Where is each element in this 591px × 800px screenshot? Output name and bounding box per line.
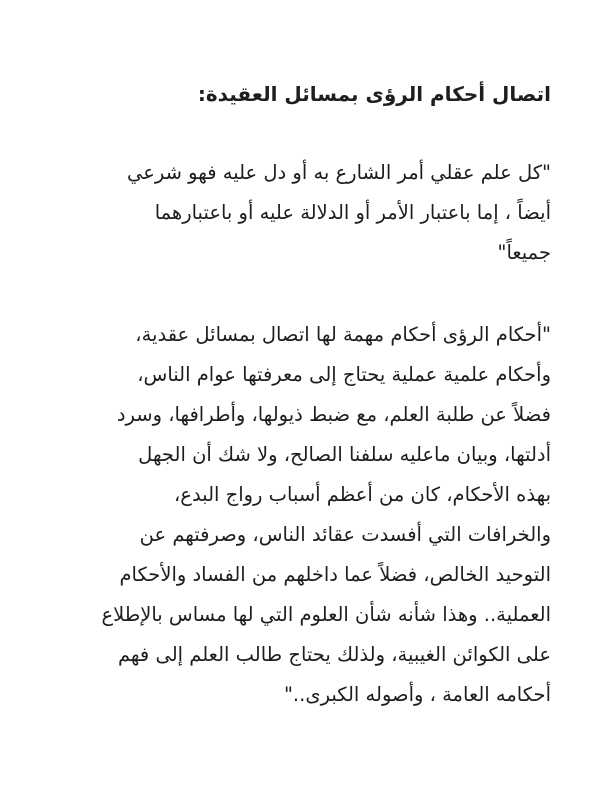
paragraph-line: جميعاً" [497,241,551,264]
paragraph-line: والخرافات التي أفسدت عقائد الناس، وصرفتهم عن [139,523,551,546]
paragraph-line: العملية.. وهذا شأنه شأن العلوم التي لها مساس بالإطلاع [101,603,551,626]
paragraph-line: "كل علم عقلي أمر الشارع به أو دل عليه فهو شرعي [126,161,551,184]
paragraph-line: على الكوائن الغيبية، ولذلك يحتاج طالب العلم إلى فهم [117,643,551,666]
paragraph-1 [38,153,551,273]
paragraph-line: أحكامه العامة ، وأصوله الكبرى.." [283,683,551,706]
paragraph-line: وأحكام علمية عملية يحتاج إلى معرفتها عوام الناس، [137,363,551,386]
paragraph-line: التوحيد الخالص، فضلاً عما داخلهم من الفساد والأحكام [119,563,551,586]
document-heading: اتصال أحكام الرؤى بمسائل العقيدة: [197,82,551,106]
paragraph-line: أدلتها، وبيان ماعليه سلفنا الصالح، ولا شك أن الجهل [138,443,551,466]
paragraph-line: بهذه الأحكام، كان من أعظم أسباب رواج البدع، [174,483,551,506]
paragraph-line: "أحكام الرؤى أحكام مهمة لها اتصال بمسائل عقدية، [135,323,551,346]
paragraph-line: فضلاً عن طلبة العلم، مع ضبط ذيولها، وأطرافها، وسرد [116,403,551,426]
paragraph-line: أيضاً ، إما باعتبار الأمر أو الدلالة عليه أو باعتبارهما [154,201,551,224]
paragraph-2 [38,315,551,715]
